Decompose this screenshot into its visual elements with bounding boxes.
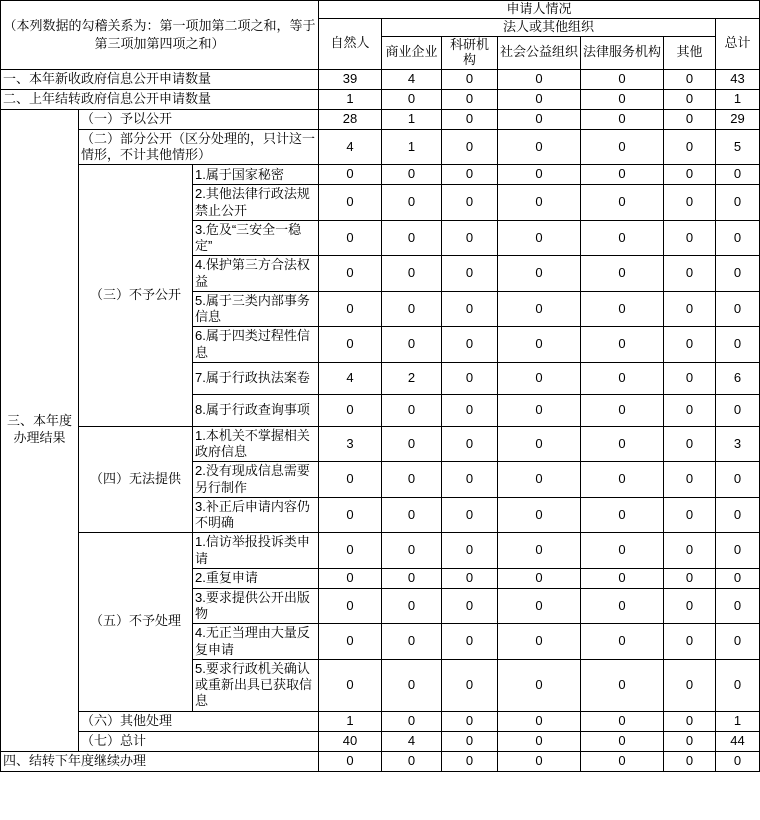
cell-value: 0 — [498, 109, 581, 129]
cell-value: 0 — [716, 291, 760, 327]
header-commercial-enterprise: 商业企业 — [382, 36, 442, 69]
cell-value: 0 — [498, 165, 581, 185]
cell-value: 4 — [319, 362, 382, 394]
table-row — [1, 731, 760, 751]
cell-value: 0 — [581, 362, 664, 394]
cell-value: 0 — [716, 327, 760, 363]
cell-value: 0 — [664, 362, 716, 394]
cell-value: 4 — [382, 69, 442, 89]
cell-value: 0 — [581, 256, 664, 292]
table-row — [1, 711, 760, 731]
row-label-new-applications: 一、本年新收政府信息公开申请数量 — [1, 69, 319, 89]
cell-value: 0 — [498, 624, 581, 660]
cell-value: 0 — [664, 69, 716, 89]
cell-value: 0 — [716, 659, 760, 711]
cell-value: 0 — [498, 69, 581, 89]
cell-value: 0 — [442, 256, 498, 292]
item-label: 2.没有现成信息需要另行制作 — [193, 462, 319, 498]
cell-value: 0 — [716, 624, 760, 660]
cell-value: 0 — [319, 751, 382, 771]
cell-value: 0 — [664, 659, 716, 711]
cell-value: 0 — [319, 327, 382, 363]
cell-value: 0 — [581, 462, 664, 498]
cell-value: 0 — [442, 533, 498, 569]
cell-value: 0 — [498, 394, 581, 426]
table-row — [1, 109, 760, 129]
cell-value: 0 — [498, 220, 581, 256]
cell-value: 0 — [382, 659, 442, 711]
cell-value: 0 — [498, 426, 581, 462]
cell-value: 0 — [716, 165, 760, 185]
cell-value: 0 — [581, 426, 664, 462]
header-other: 其他 — [664, 36, 716, 69]
cell-value: 0 — [442, 426, 498, 462]
cell-value: 0 — [319, 394, 382, 426]
cell-value: 44 — [716, 731, 760, 751]
cell-value: 0 — [581, 624, 664, 660]
cell-value: 0 — [581, 588, 664, 624]
cell-value: 0 — [581, 731, 664, 751]
table-row — [1, 533, 760, 569]
cell-value: 0 — [581, 109, 664, 129]
cell-value: 0 — [442, 129, 498, 165]
cell-value: 0 — [581, 568, 664, 588]
note-cell: （本列数据的勾稽关系为：第一项加第二项之和，等于第三项加第四项之和） — [1, 1, 319, 70]
cell-value: 0 — [581, 129, 664, 165]
cell-value: 0 — [319, 533, 382, 569]
cell-value: 0 — [442, 69, 498, 89]
header-legal-entity-group: 法人或其他组织 — [382, 18, 716, 36]
header-row-applicant-group — [1, 1, 760, 19]
cell-value: 0 — [442, 109, 498, 129]
row-label-carry-forward-next-year: 四、结转下年度继续办理 — [1, 751, 319, 771]
cell-value: 0 — [498, 89, 581, 109]
cell-value: 0 — [319, 624, 382, 660]
cell-value: 0 — [442, 462, 498, 498]
group-label-not-disclosed: （三）不予公开 — [79, 165, 193, 427]
item-label: 3.危及“三安全一稳定” — [193, 220, 319, 256]
cell-value: 1 — [716, 711, 760, 731]
item-label: 8.属于行政查询事项 — [193, 394, 319, 426]
cell-value: 0 — [319, 497, 382, 533]
cell-value: 1 — [319, 711, 382, 731]
cell-value: 0 — [716, 588, 760, 624]
cell-value: 0 — [581, 165, 664, 185]
cell-value: 0 — [498, 659, 581, 711]
cell-value: 0 — [498, 568, 581, 588]
header-total: 总计 — [716, 18, 760, 69]
item-label: 3.补正后申请内容仍不明确 — [193, 497, 319, 533]
cell-value: 0 — [716, 497, 760, 533]
cell-value: 43 — [716, 69, 760, 89]
cell-value: 0 — [382, 394, 442, 426]
cell-value: 0 — [382, 327, 442, 363]
cell-value: 0 — [382, 624, 442, 660]
table-row — [1, 426, 760, 462]
cell-value: 0 — [716, 751, 760, 771]
cell-value: 0 — [382, 588, 442, 624]
cell-value: 0 — [716, 568, 760, 588]
cell-value: 29 — [716, 109, 760, 129]
item-label: 7.属于行政执法案卷 — [193, 362, 319, 394]
cell-value: 0 — [498, 711, 581, 731]
table-row — [1, 89, 760, 109]
cell-value: 3 — [319, 426, 382, 462]
cell-value: 0 — [382, 291, 442, 327]
cell-value: 0 — [581, 327, 664, 363]
table-row — [1, 751, 760, 771]
group-label-unable-to-provide: （四）无法提供 — [79, 426, 193, 533]
cell-value: 0 — [442, 185, 498, 221]
cell-value: 0 — [716, 462, 760, 498]
cell-value: 0 — [442, 711, 498, 731]
cell-value: 0 — [581, 533, 664, 569]
cell-value: 1 — [319, 89, 382, 109]
cell-value: 0 — [664, 588, 716, 624]
cell-value: 0 — [442, 497, 498, 533]
cell-value: 0 — [664, 89, 716, 109]
cell-value: 0 — [581, 185, 664, 221]
cell-value: 0 — [581, 394, 664, 426]
cell-value: 0 — [581, 89, 664, 109]
cell-value: 0 — [382, 533, 442, 569]
cell-value: 0 — [498, 751, 581, 771]
cell-value: 0 — [382, 751, 442, 771]
cell-value: 40 — [319, 731, 382, 751]
cell-value: 0 — [442, 751, 498, 771]
cell-value: 0 — [664, 256, 716, 292]
cell-value: 0 — [382, 711, 442, 731]
cell-value: 28 — [319, 109, 382, 129]
cell-value: 0 — [382, 89, 442, 109]
cell-value: 0 — [664, 711, 716, 731]
cell-value: 0 — [581, 220, 664, 256]
group-label-partially-disclosed: （二）部分公开（区分处理的，只计这一情形，不计其他情形） — [79, 129, 319, 165]
cell-value: 0 — [442, 394, 498, 426]
cell-value: 0 — [382, 256, 442, 292]
cell-value: 0 — [382, 462, 442, 498]
cell-value: 0 — [664, 129, 716, 165]
cell-value: 0 — [442, 659, 498, 711]
cell-value: 0 — [498, 588, 581, 624]
cell-value: 0 — [442, 731, 498, 751]
cell-value: 0 — [664, 165, 716, 185]
item-label: 3.要求提供公开出版物 — [193, 588, 319, 624]
cell-value: 0 — [664, 751, 716, 771]
cell-value: 0 — [498, 256, 581, 292]
item-label: 1.信访举报投诉类申请 — [193, 533, 319, 569]
cell-value: 0 — [581, 497, 664, 533]
cell-value: 0 — [664, 462, 716, 498]
cell-value: 0 — [498, 291, 581, 327]
cell-value: 0 — [581, 711, 664, 731]
cell-value: 0 — [498, 462, 581, 498]
cell-value: 0 — [664, 497, 716, 533]
cell-value: 39 — [319, 69, 382, 89]
header-social-welfare-org: 社会公益组织 — [498, 36, 581, 69]
cell-value: 1 — [716, 89, 760, 109]
cell-value: 0 — [498, 327, 581, 363]
cell-value: 0 — [664, 568, 716, 588]
item-label: 6.属于四类过程性信息 — [193, 327, 319, 363]
cell-value: 0 — [442, 327, 498, 363]
cell-value: 0 — [716, 185, 760, 221]
cell-value: 0 — [382, 220, 442, 256]
cell-value: 0 — [664, 731, 716, 751]
cell-value: 0 — [664, 327, 716, 363]
cell-value: 0 — [442, 568, 498, 588]
cell-value: 0 — [664, 394, 716, 426]
item-label: 4.无正当理由大量反复申请 — [193, 624, 319, 660]
table-row — [1, 165, 760, 185]
group-label-other-processing: （六）其他处理 — [79, 711, 319, 731]
cell-value: 0 — [664, 291, 716, 327]
row-label-carried-over: 二、上年结转政府信息公开申请数量 — [1, 89, 319, 109]
cell-value: 0 — [442, 89, 498, 109]
cell-value: 0 — [581, 751, 664, 771]
cell-value: 0 — [664, 185, 716, 221]
cell-value: 0 — [442, 220, 498, 256]
header-applicant-situation: 申请人情况 — [319, 1, 760, 19]
cell-value: 0 — [581, 659, 664, 711]
cell-value: 0 — [382, 426, 442, 462]
cell-value: 0 — [442, 291, 498, 327]
cell-value: 0 — [581, 69, 664, 89]
cell-value: 5 — [716, 129, 760, 165]
cell-value: 0 — [319, 568, 382, 588]
cell-value: 0 — [442, 362, 498, 394]
group-label-subtotal: （七）总计 — [79, 731, 319, 751]
cell-value: 0 — [664, 109, 716, 129]
cell-value: 0 — [498, 731, 581, 751]
cell-value: 0 — [716, 220, 760, 256]
cell-value: 0 — [664, 533, 716, 569]
cell-value: 0 — [442, 165, 498, 185]
cell-value: 0 — [319, 291, 382, 327]
cell-value: 1 — [382, 129, 442, 165]
cell-value: 0 — [319, 220, 382, 256]
cell-value: 1 — [382, 109, 442, 129]
cell-value: 0 — [498, 185, 581, 221]
group-label-disclosed: （一）予以公开 — [79, 109, 319, 129]
item-label: 1.本机关不掌握相关政府信息 — [193, 426, 319, 462]
cell-value: 0 — [664, 426, 716, 462]
table-row — [1, 129, 760, 165]
cell-value: 0 — [664, 220, 716, 256]
cell-value: 0 — [319, 185, 382, 221]
item-label: 2.重复申请 — [193, 568, 319, 588]
item-label: 2.其他法律行政法规禁止公开 — [193, 185, 319, 221]
cell-value: 0 — [319, 462, 382, 498]
cell-value: 0 — [319, 165, 382, 185]
table-row — [1, 69, 760, 89]
row-label-processing-results: 三、本年度办理结果 — [1, 109, 79, 751]
cell-value: 0 — [442, 588, 498, 624]
cell-value: 0 — [716, 533, 760, 569]
cell-value: 0 — [498, 129, 581, 165]
cell-value: 0 — [319, 256, 382, 292]
cell-value: 0 — [442, 624, 498, 660]
header-legal-service-org: 法律服务机构 — [581, 36, 664, 69]
item-label: 4.保护第三方合法权益 — [193, 256, 319, 292]
cell-value: 0 — [664, 624, 716, 660]
group-label-not-processed: （五）不予处理 — [79, 533, 193, 711]
cell-value: 0 — [716, 394, 760, 426]
cell-value: 0 — [498, 362, 581, 394]
cell-value: 0 — [382, 568, 442, 588]
cell-value: 3 — [716, 426, 760, 462]
cell-value: 0 — [382, 497, 442, 533]
cell-value: 0 — [319, 588, 382, 624]
cell-value: 0 — [498, 497, 581, 533]
cell-value: 6 — [716, 362, 760, 394]
item-label: 5.要求行政机关确认或重新出具已获取信息 — [193, 659, 319, 711]
cell-value: 0 — [382, 165, 442, 185]
cell-value: 4 — [382, 731, 442, 751]
cell-value: 0 — [716, 256, 760, 292]
cell-value: 4 — [319, 129, 382, 165]
cell-value: 0 — [319, 659, 382, 711]
cell-value: 2 — [382, 362, 442, 394]
cell-value: 0 — [581, 291, 664, 327]
header-research-institution: 科研机构 — [442, 36, 498, 69]
item-label: 1.属于国家秘密 — [193, 165, 319, 185]
header-natural-person: 自然人 — [319, 18, 382, 69]
cell-value: 0 — [498, 533, 581, 569]
item-label: 5.属于三类内部事务信息 — [193, 291, 319, 327]
cell-value: 0 — [382, 185, 442, 221]
